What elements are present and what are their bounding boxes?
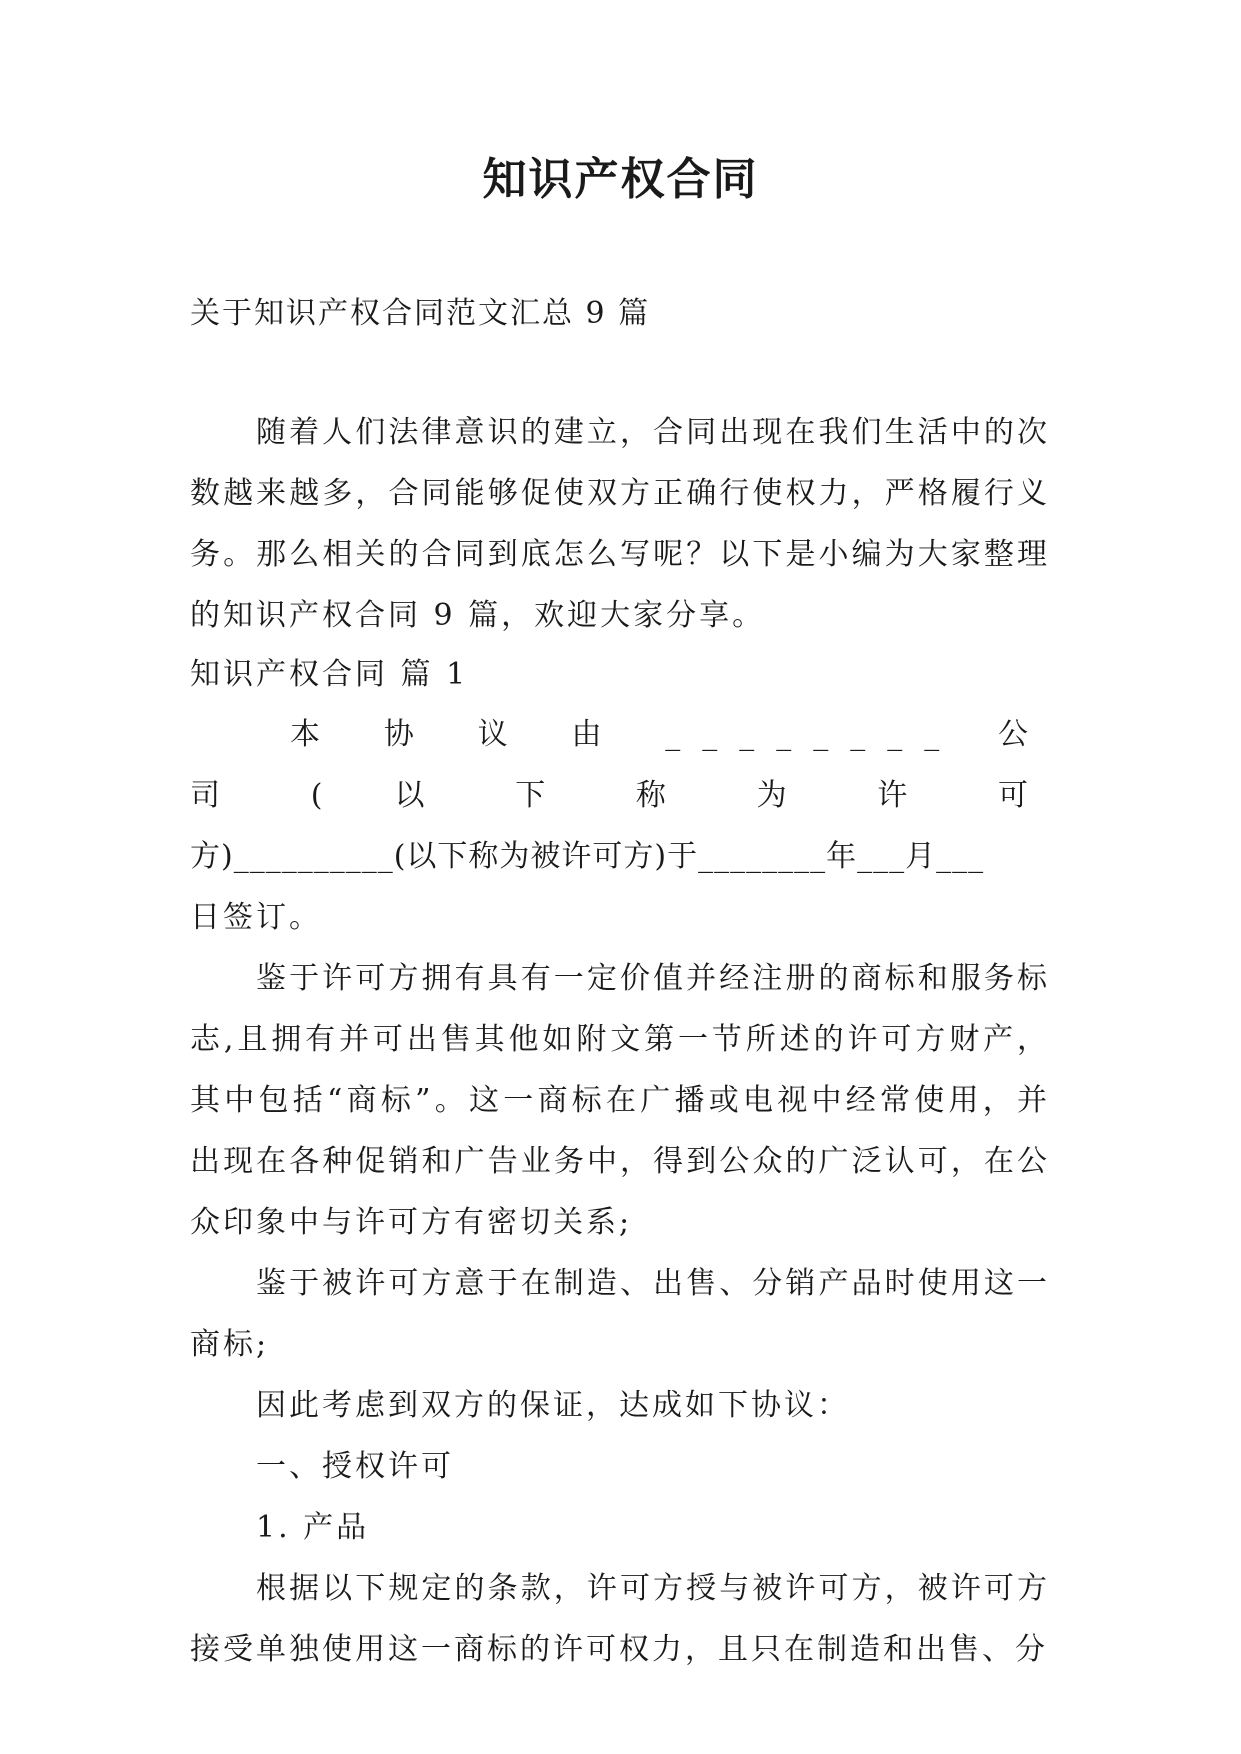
signature-line-3: 日签订。 <box>190 900 322 935</box>
signature-line-1: 本 协 议 由 ________ 公 司 ( 以 下 称 为 许 可 <box>190 717 1050 813</box>
clause-heading: 1. 产品 <box>256 1510 370 1545</box>
section-heading: 知识产权合同 篇 1 <box>190 657 469 692</box>
document-title: 知识产权合同 <box>482 154 759 205</box>
signature-line-2: 方)__________(以下称为被许可方)于________年___月___ <box>190 839 985 874</box>
agreement-paragraph: 因此考虑到双方的保证，达成如下协议： <box>256 1388 850 1423</box>
document-subtitle: 关于知识产权合同范文汇总 9 篇 <box>190 296 651 331</box>
document-body <box>190 402 1050 1680</box>
clause-paragraph: 根据以下规定的条款，许可方授与被许可方，被许可方接受单独使用这一商标的许可权力，且只在制造和出售、分 <box>190 1571 1050 1667</box>
intro-paragraph: 随着人们法律意识的建立，合同出现在我们生活中的次数越来越多，合同能够促使双方正确行使权力，严格履行义务。那么相关的合同到底怎么写呢？以下是小编为大家整理的知识产权合同 9 篇，欢迎大家分享。 <box>190 415 1050 633</box>
whereas-paragraph-2: 鉴于被许可方意于在制造、出售、分销产品时使用这一商标; <box>190 1266 1050 1362</box>
article-heading: 一、授权许可 <box>256 1449 454 1484</box>
whereas-paragraph-1: 鉴于许可方拥有具有一定价值并经注册的商标和服务标志,且拥有并可出售其他如附文第一节所述的许可方财产，其中包括“商标”。这一商标在广播或电视中经常使用，并出现在各种促销和广告业务中，得到公众的广泛认可，在公众印象中与许可方有密切关系; <box>190 961 1050 1240</box>
